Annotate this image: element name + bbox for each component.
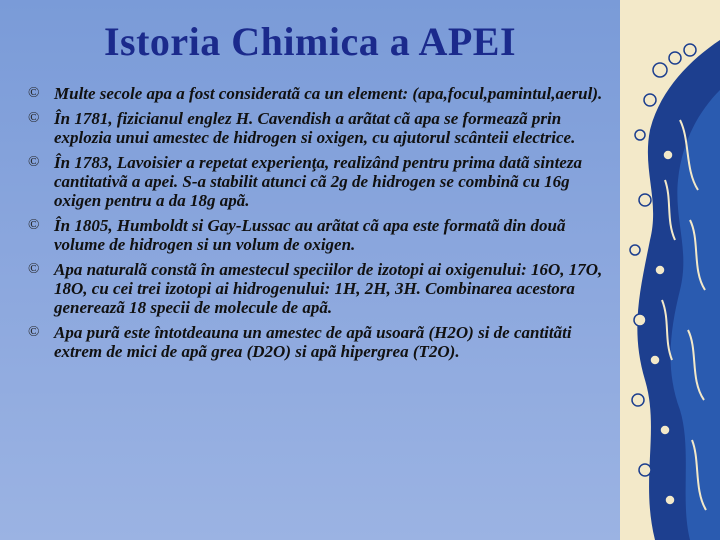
copyright-bullet-icon: ©	[28, 261, 40, 277]
list-item	[28, 84, 613, 103]
bullet-text: Apa naturalã constã în amestecul speciilor de izotopi ai oxigenului: 16O, 17O, 18O, cu cei trei izotopi ai hidrogenului: 1H, 2H, 3H. Combinarea acestora genereazã 18 specii de molecule de apã.	[54, 260, 603, 317]
list-item	[28, 323, 613, 361]
bullet-text: În 1783, Lavoisier a repetat experienţa, realizând pentru prima datã sinteza cantitativã a apei. S-a stabilit atunci cã 2g de hidrogen se combinã cu 16g oxigen pentru a da 18g apã.	[54, 153, 582, 210]
list-item	[28, 260, 613, 317]
copyright-bullet-icon: ©	[28, 154, 40, 170]
bullet-text: În 1781, fizicianul englez H. Cavendish a arãtat cã apa se formeazã prin explozia unui amestec de hidrogen si oxigen, cu ajutorul scânteii electrice.	[54, 109, 576, 147]
copyright-bullet-icon: ©	[28, 217, 40, 233]
copyright-bullet-icon: ©	[28, 324, 40, 340]
bullet-text: Apa purã este întotdeauna un amestec de apã usoarã (H2O) si de cantitãti extrem de mici de apã grea (D2O) si apã hipergrea (T2O).	[54, 323, 572, 361]
copyright-bullet-icon: ©	[28, 110, 40, 126]
slide-title: Istoria Chimica a APEI	[103, 19, 517, 64]
bullet-text: În 1805, Humboldt si Gay-Lussac au arãtat cã apa este formatã din douã volume de hidrogen si un volum de oxigen.	[54, 216, 566, 254]
bullet-list	[28, 84, 613, 367]
list-item	[28, 153, 613, 210]
copyright-bullet-icon: ©	[28, 85, 40, 101]
bullet-text: Multe secole apa a fost consideratã ca un element: (apa,focul,pamintul,aerul).	[54, 84, 603, 103]
list-item	[28, 216, 613, 254]
great-wave-illustration	[620, 0, 720, 540]
list-item	[28, 109, 613, 147]
